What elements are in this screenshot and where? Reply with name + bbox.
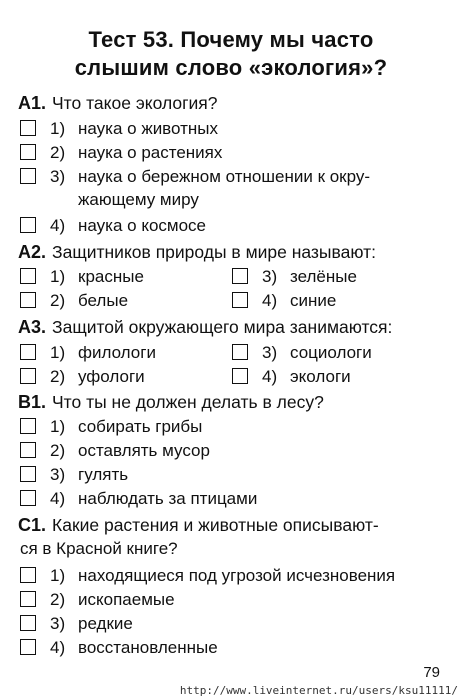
option-number: 2): [50, 291, 66, 310]
question-a2: [18, 241, 376, 263]
question-c1: [18, 514, 379, 536]
answer-checkbox[interactable]: [20, 615, 36, 631]
option-number: 2): [50, 441, 66, 460]
option-text: восстановленные: [78, 638, 218, 657]
answer-checkbox[interactable]: [232, 268, 248, 284]
question-c1-continuation: ся в Красной книге?: [20, 539, 178, 558]
page-title: [0, 26, 462, 82]
answer-checkbox[interactable]: [232, 344, 248, 360]
answer-checkbox[interactable]: [20, 168, 36, 184]
option-text: редкие: [78, 614, 133, 633]
option-text: наука о растениях: [78, 143, 223, 162]
question-code: А3.: [18, 317, 47, 337]
option-number: 3): [262, 267, 278, 286]
title-line-1: Тест 53. Почему мы часто: [88, 27, 374, 52]
answer-checkbox[interactable]: [20, 567, 36, 583]
option-text: синие: [290, 291, 337, 310]
question-a3: [18, 316, 392, 338]
option-number: 3): [50, 465, 66, 484]
option-number: 2): [50, 367, 66, 386]
option-text: красные: [78, 267, 144, 286]
option-number: 4): [262, 367, 278, 386]
page-number: 79: [423, 664, 440, 681]
option-number: 1): [50, 119, 66, 138]
answer-checkbox[interactable]: [232, 368, 248, 384]
question-text: Защитой окружающего мира занимаются:: [52, 317, 393, 337]
option-text: наука о животных: [78, 119, 219, 138]
answer-checkbox[interactable]: [232, 292, 248, 308]
question-text: Защитников природы в мире называют:: [52, 242, 376, 262]
option-number: 4): [50, 489, 66, 508]
option-number: 3): [262, 343, 278, 362]
option-text: зелёные: [290, 267, 357, 286]
option-text: экологи: [290, 367, 351, 386]
answer-checkbox[interactable]: [20, 591, 36, 607]
option-text: социологи: [290, 343, 372, 362]
option-text: наука о космосе: [78, 216, 206, 235]
question-code: А2.: [18, 242, 47, 262]
option-text: гулять: [78, 465, 129, 484]
answer-checkbox[interactable]: [20, 418, 36, 434]
option-number: 4): [50, 216, 66, 235]
question-a1: [18, 92, 217, 114]
answer-checkbox[interactable]: [20, 144, 36, 160]
question-code: В1.: [18, 392, 47, 412]
option-number: 2): [50, 590, 66, 609]
question-text: Какие растения и животные описывают-: [52, 515, 379, 535]
answer-checkbox[interactable]: [20, 466, 36, 482]
option-number: 4): [262, 291, 278, 310]
option-number: 2): [50, 143, 66, 162]
option-number: 3): [50, 167, 66, 186]
answer-checkbox[interactable]: [20, 344, 36, 360]
option-text: белые: [78, 291, 129, 310]
question-code: С1.: [18, 515, 47, 535]
answer-checkbox[interactable]: [20, 120, 36, 136]
question-text: Что ты не должен делать в лесу?: [52, 392, 324, 412]
answer-checkbox[interactable]: [20, 368, 36, 384]
option-text: уфологи: [78, 367, 145, 386]
answer-checkbox[interactable]: [20, 442, 36, 458]
answer-checkbox[interactable]: [20, 292, 36, 308]
option-number: 4): [50, 638, 66, 657]
answer-checkbox[interactable]: [20, 639, 36, 655]
option-text: оставлять мусор: [78, 441, 210, 460]
option-number: 3): [50, 614, 66, 633]
option-text: собирать грибы: [78, 417, 203, 436]
watermark-url: http://www.liveinternet.ru/users/ksu11111/: [179, 684, 458, 697]
question-text: Что такое экология?: [52, 93, 218, 113]
option-number: 1): [50, 566, 66, 585]
option-text: наука о бережном отношении к окру-: [78, 167, 371, 186]
answer-checkbox[interactable]: [20, 268, 36, 284]
option-number: 1): [50, 267, 66, 286]
question-code: А1.: [18, 93, 47, 113]
answer-checkbox[interactable]: [20, 217, 36, 233]
question-b1: [18, 391, 324, 413]
option-text: наблюдать за птицами: [78, 489, 258, 508]
answer-checkbox[interactable]: [20, 490, 36, 506]
title-line-2: слышим слово «экология»?: [74, 55, 388, 80]
option-text: филологи: [78, 343, 156, 362]
option-a1-3-continuation: жающему миру: [78, 190, 199, 209]
option-number: 1): [50, 343, 66, 362]
option-text: ископаемые: [78, 590, 175, 609]
option-text: находящиеся под угрозой исчезновения: [78, 566, 396, 585]
option-number: 1): [50, 417, 66, 436]
